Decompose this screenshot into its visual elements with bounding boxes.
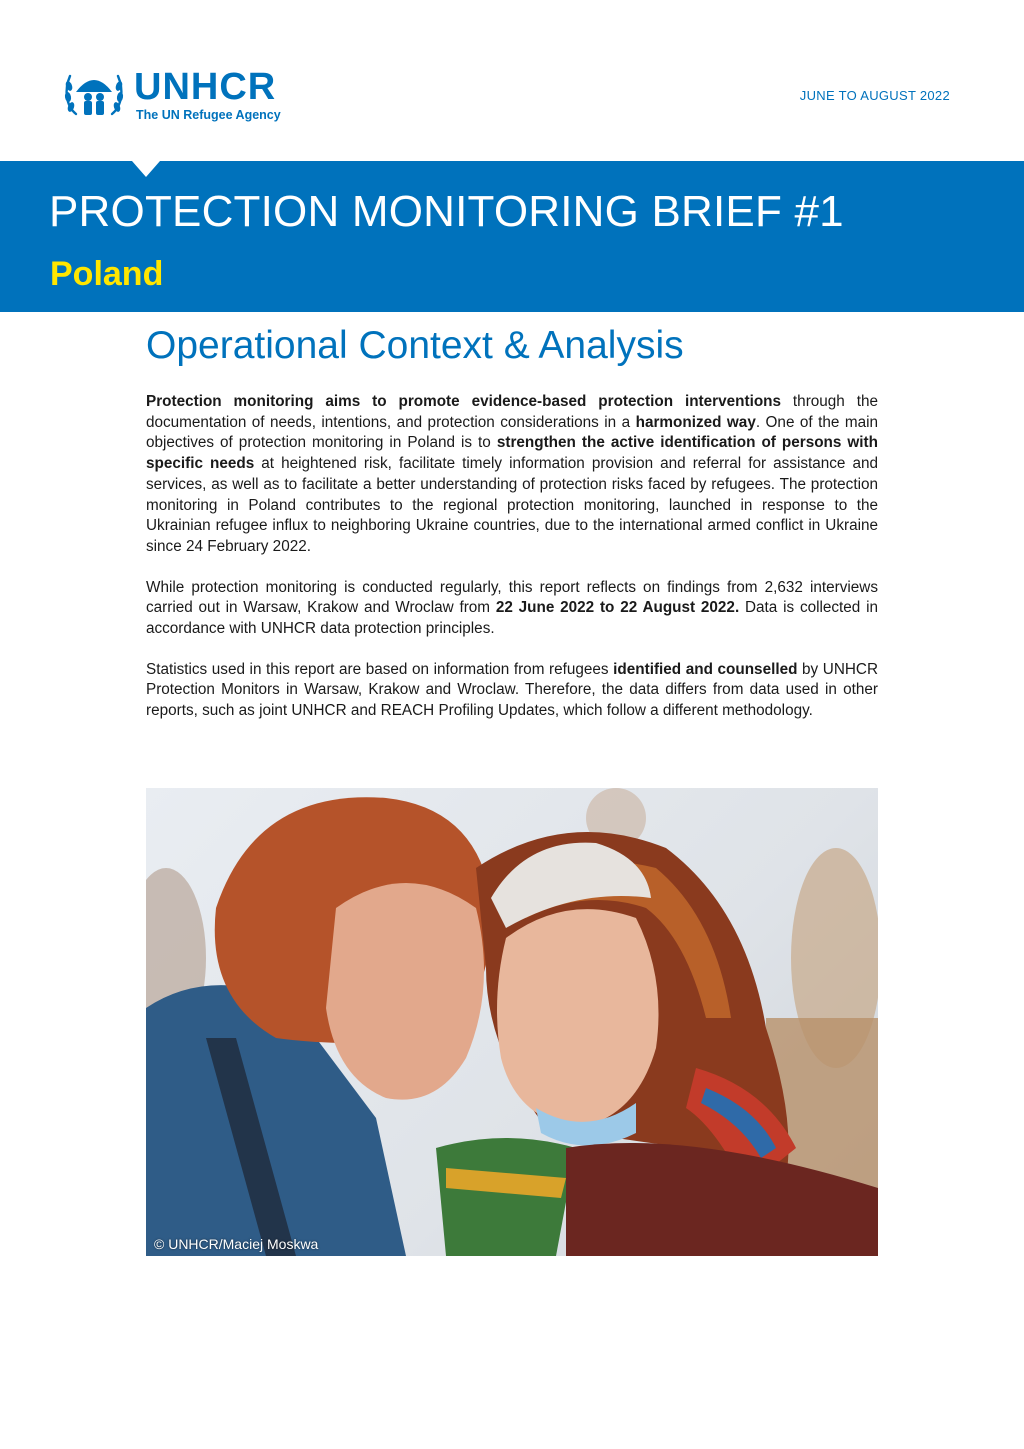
- bold-phrase: Protection monitoring aims to promote evidence-based protection interventions: [146, 393, 782, 410]
- unhcr-emblem-icon: [62, 66, 126, 122]
- report-country: Poland: [50, 255, 164, 293]
- text-run: by UNHCR Protection Monitors in Warsaw, Krakow and Wroclaw. Therefore, the data differs from data used in other reports, such as joint UNHCR and REACH Profiling Updates, which follow a different methodology.: [146, 660, 879, 720]
- text-run: While protection monitoring is conducted regularly, this report reflects on findings from 2,632 interviews carried out in Warsaw, Krakow and Wroclaw from: [146, 578, 878, 617]
- text-run: Data is collected in accordance with UNHCR data protection principles.: [146, 599, 879, 638]
- text-run: through the documentation of needs, intentions, and protection considerations in a: [146, 393, 878, 431]
- photo-illustration: [146, 788, 878, 1256]
- photo-credit: © UNHCR/Maciej Moskwa: [154, 1236, 319, 1252]
- bold-phrase: harmonized way: [635, 413, 756, 431]
- body-text: [146, 392, 878, 742]
- text-run: at heightened risk, facilitate timely information provision and referral for assistance and services, as well as to facilitate a better understanding of protection risks faced by refugees. The protection monitoring in Poland contributes to the regional protection monitoring, launched in response to the Ukrainian refugee influx to neighboring Ukraine countries, due to the international armed conflict in Ukraine since 24 February 2022.: [146, 455, 878, 555]
- text-run: . One of the main objectives of protection monitoring in Poland is to: [146, 413, 878, 452]
- report-date-range: JUNE TO AUGUST 2022: [799, 88, 950, 103]
- logo-name: UNHCR: [134, 66, 277, 108]
- refugee-photo: [146, 788, 878, 1256]
- bold-phrase: identified and counselled: [613, 660, 798, 678]
- report-title: PROTECTION MONITORING BRIEF #1: [49, 187, 844, 236]
- paragraph-2: [146, 578, 878, 640]
- banner-notch: [132, 161, 160, 177]
- section-heading: Operational Context & Analysis: [146, 324, 684, 367]
- text-run: Statistics used in this report are based on information from refugees: [146, 660, 614, 678]
- bold-phrase: 22 June 2022 to 22 August 2022.: [495, 599, 740, 617]
- paragraph-1: [146, 392, 878, 558]
- bold-phrase: strengthen the active identification of persons with specific needs: [146, 434, 878, 473]
- title-banner: [0, 161, 1024, 312]
- paragraph-3: [146, 660, 878, 722]
- unhcr-logo: [62, 66, 302, 126]
- logo-tagline: The UN Refugee Agency: [136, 108, 281, 122]
